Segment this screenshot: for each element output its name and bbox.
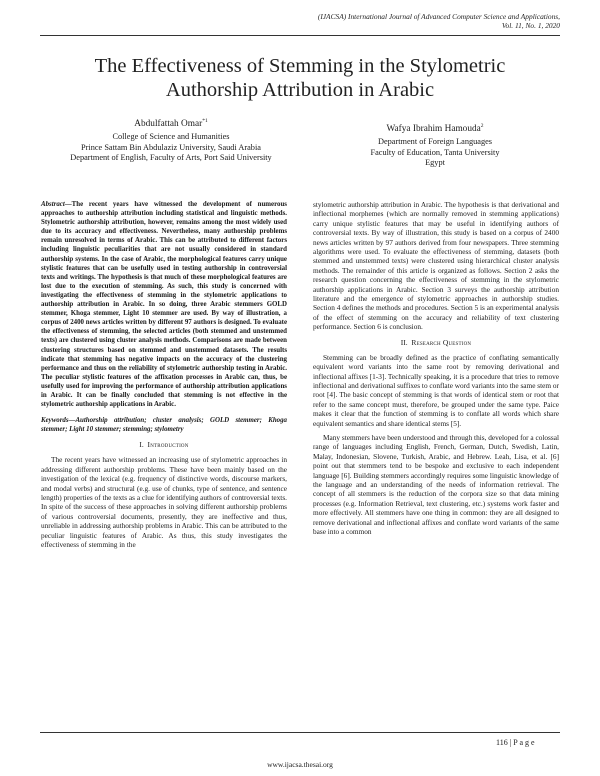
author-affiliation-line: Egypt [425, 158, 445, 168]
author-name: Abdulfattah Omar$^{*1}$ [134, 117, 208, 129]
left-column [41, 200, 287, 549]
journal-header [140, 12, 560, 30]
body-paragraph: stylometric authorship attribution in Arabic. The hypothesis is that derivational and inflectional morphemes (which are normally removed in stemming applications) carry unique stylistic features that may be useful in identifying authors of controversial texts. By way of illustration, this study is based on a corpus of 2400 news articles written by 97 authors derived from four newspapers. Three stemming algorithms were used. To evaluate the effectiveness of stemming, datasets (both stemmed and unstemmed texts) were clustered using hierarchical cluster analysis methods. The remainder of this article is organized as follows. Section 2 asks the research question concerning the effectiveness of stemming in the stylometric authorship applications in Arabic. Section 3 surveys the authorship attribution literature and the emergence of stylometric approaches in authorship studies. Section 4 defines the methods and procedures. Section 5 is an experimental analysis of the effect of stemming on the accuracy and reliability of text clustering performance. Section 6 is conclusion. [313, 200, 559, 332]
author-affiliation-line: Department of Foreign Languages [377, 137, 493, 146]
abstract [41, 200, 287, 409]
header-rule [40, 35, 560, 36]
body-paragraph: The recent years have witnessed an increasing use of stylometric approaches in addressing different authorship problems. These have been mainly based on the investigation of the lexical (e.g. frequency of distinctive words, discourse markers, and modal verbs) and structural (e.g. use of chunks, type of sentence, and sentence length) properties of the texts as a clue for identifying authors of controversial texts. In spite of the success of these approaches in solving different authorship problems of various controversial documents, presently, they are ineffective and thus, unreliable in addressing authorship problems in Arabic. This can be attributed to the peculiar linguistic features of Arabic. As thus, this study investigates the effectiveness of stemming in the [41, 455, 287, 549]
title-line-1: The Effectiveness of Stemming in the Stylometric [94, 55, 506, 77]
section-heading-introduction: I. Introduction [139, 440, 189, 450]
author-affiliation-line: College of Science and Humanities [112, 132, 230, 141]
paper-title [40, 54, 560, 102]
author-affiliation-line: Department of English, Faculty of Arts, Port Said University [70, 153, 272, 163]
author-block-1 [40, 118, 302, 164]
right-column [313, 200, 559, 536]
author-affiliation-line: Faculty of Education, Tanta University [370, 147, 500, 157]
body-paragraph: Many stemmers have been understood and through this, developed for a colossal range of languages including English, French, German, Dutch, Swedish, Latin, Malay, Indonesian, Slovene, Turkish, Arabic, and Hebrew. Leah, Lisa, et al. [6] point out that stemmers tend to be bespoke and exclusive to each independent language [6]. Building stemmers accordingly requires some linguistic knowledge of the language and an understanding of the needs of information retrieval. The concept of all stemmers is the reduction of the corpora size so that data mining processes (e.g. Information Retrieval, text clustering, etc.) systems work faster and more effectively. All stemmers have one thing in common: they are all designed to remove derivational and inflectional affixes and conflate word variants of the same base into a common [313, 432, 559, 536]
author-name: Wafya Ibrahim Hamouda$^2$ [386, 122, 484, 134]
author-affiliation-line: Prince Sattam Bin Abdulaziz University, Saudi Arabia [81, 142, 261, 152]
body-paragraph: Stemming can be broadly defined as the practice of conflating semantically equivalent word variants into the same root by removing derivational and inflectional affixes [1-3]. Technically speaking, it is a procedure that tries to remove inflectional and derivational suffixes to conflate word variants into the same stem or root [4]. The basic concept of stemming is that words of identical stem or root that refer to the same concept must, therefore, be grouped under the same type. Paice makes it clear that the function of stemming is to conflate all words which share equivalent semantics and share identical stems [5]. [313, 352, 559, 428]
title-line-2: Authorship Attribution in Arabic [165, 79, 435, 101]
footer-rule [40, 732, 560, 733]
journal-url: www.ijacsa.thesai.org [267, 760, 333, 769]
journal-volume: Vol. 11, No. 1, 2020 [501, 21, 560, 30]
abstract-text: —The recent years have witnessed the development of numerous approaches to authorship attribution including statistical and linguistic methods. Stylometric authorship attribution, however, remains among the most widely used due to its accuracy and effectiveness. Nevertheless, many authorship problems remain unresolved in terms of Arabic. This can be attributed to different factors including linguistic peculiarities that are not usually considered in standard authorship systems. In the case of Arabic, the morphological features carry unique stylistic features that can be usefully used in testing authorship in controversial texts and writings. The hypothesis is that much of these morphological features are lost due to the execution of stemming. As such, this study is concerned with investigating the effectiveness of stemming in the stylometric applications to authorship attribution in Arabic. In so doing, three Arabic stemmers GOLD stemmer, Khoga stemmer, Light 10 stemmer are used. By way of illustration, a corpus of 2400 news articles written by different 97 authors is designed. To evaluate the effectiveness of stemming, the selected articles (both stemmed and unstemmed texts) are clustered using cluster analysis methods. Comparisons are made between clustering structures based on stemmed and unstemmed datasets. The results indicate that stemming has negative impacts on the accuracy of the clustering performance and thus on the reliability of stylometric authorship testing in Arabic. The peculiar stylistic features of the affixation processes in Arabic can, thus, be usefully used for improving the performance of authorship attribution applications in Arabic. It can be finally concluded that stemming is not effective in the stylometric authorship applications in Arabic. [41, 201, 287, 409]
page-number: 116 | P a g e [496, 738, 535, 747]
section-heading-research-question: II. Research Question [400, 337, 472, 347]
author-block-2 [312, 123, 558, 169]
journal-name: (IJACSA) International Journal of Advanced Computer Science and Applications, [317, 12, 560, 21]
keywords: Keywords—Authorship attribution; cluster analysis; GOLD stemmer; Khoga stemmer; Light 10 stemmer; stemming; stylometry [41, 417, 287, 434]
abstract-lead: Abstract [41, 201, 65, 208]
